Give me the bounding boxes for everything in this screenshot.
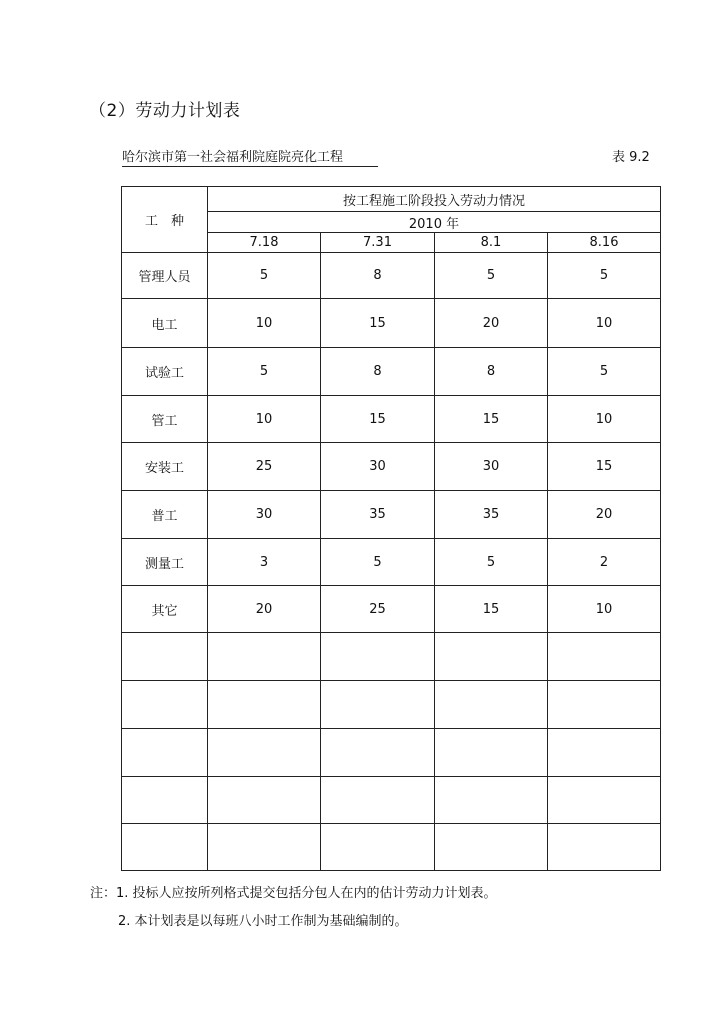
table-row [122,348,661,396]
date-header: 7.18 [208,233,321,253]
value-cell: 15 [321,396,435,443]
trade-cell: 试验工 [122,348,208,396]
value-cell: 8 [435,348,548,396]
value-cell: 30 [435,443,548,491]
trade-cell: 普工 [122,491,208,539]
value-cell [208,633,321,681]
value-cell: 2 [548,539,661,586]
value-cell: 5 [548,253,661,299]
value-cell: 8 [321,253,435,299]
project-name: 哈尔滨市第一社会福利院庭院亮化工程 [122,146,378,167]
notes [90,880,497,936]
value-cell [321,729,435,777]
value-cell: 5 [208,348,321,396]
value-cell [548,777,661,824]
value-cell [208,777,321,824]
year-header: 2010 年 [208,212,661,233]
value-cell: 15 [435,396,548,443]
trade-cell: 电工 [122,299,208,348]
value-cell [321,633,435,681]
note-line-1: 注：1. 投标人应按所列格式提交包括分包人在内的估计劳动力计划表。 [90,886,497,901]
table-number: 表 9.2 [612,150,650,165]
value-cell: 5 [435,253,548,299]
trade-cell [122,777,208,824]
table-row [122,539,661,586]
value-cell: 30 [208,491,321,539]
value-cell: 5 [208,253,321,299]
value-cell [548,681,661,729]
value-cell: 20 [208,586,321,633]
value-cell: 5 [321,539,435,586]
table-row [122,443,661,491]
value-cell [548,824,661,871]
value-cell: 10 [548,299,661,348]
group-header: 按工程施工阶段投入劳动力情况 [208,187,661,212]
value-cell: 10 [548,396,661,443]
table-row [122,299,661,348]
trade-header: 工 种 [122,187,208,253]
value-cell [321,777,435,824]
table-row [122,777,661,824]
note-line-2: 2. 本计划表是以每班八小时工作制为基础编制的。 [118,914,408,929]
trade-cell [122,633,208,681]
trade-cell [122,729,208,777]
value-cell [435,824,548,871]
value-cell: 35 [435,491,548,539]
value-cell: 25 [208,443,321,491]
value-cell [321,681,435,729]
value-cell [548,729,661,777]
value-cell [435,729,548,777]
trade-cell: 测量工 [122,539,208,586]
value-cell [548,633,661,681]
value-cell [208,681,321,729]
value-cell [435,681,548,729]
trade-cell: 管理人员 [122,253,208,299]
value-cell: 15 [321,299,435,348]
value-cell [208,824,321,871]
table-row [122,633,661,681]
table-row [122,586,661,633]
value-cell [208,729,321,777]
labor-plan-table [121,186,661,871]
trade-cell: 安装工 [122,443,208,491]
value-cell: 5 [548,348,661,396]
value-cell: 10 [548,586,661,633]
table-row [122,729,661,777]
trade-cell: 管工 [122,396,208,443]
table-row [122,396,661,443]
value-cell [435,633,548,681]
table-row [122,681,661,729]
value-cell: 20 [435,299,548,348]
value-cell: 3 [208,539,321,586]
value-cell: 15 [548,443,661,491]
trade-cell [122,681,208,729]
table-row [122,491,661,539]
table-row [122,824,661,871]
value-cell: 10 [208,299,321,348]
value-cell: 20 [548,491,661,539]
value-cell: 10 [208,396,321,443]
date-header: 8.1 [435,233,548,253]
date-header: 8.16 [548,233,661,253]
value-cell: 8 [321,348,435,396]
trade-cell: 其它 [122,586,208,633]
value-cell: 30 [321,443,435,491]
value-cell [435,777,548,824]
value-cell: 25 [321,586,435,633]
date-header: 7.31 [321,233,435,253]
value-cell: 35 [321,491,435,539]
page-title: （2）劳动力计划表 [89,101,241,121]
value-cell: 15 [435,586,548,633]
trade-cell [122,824,208,871]
value-cell [321,824,435,871]
table-row [122,253,661,299]
value-cell: 5 [435,539,548,586]
